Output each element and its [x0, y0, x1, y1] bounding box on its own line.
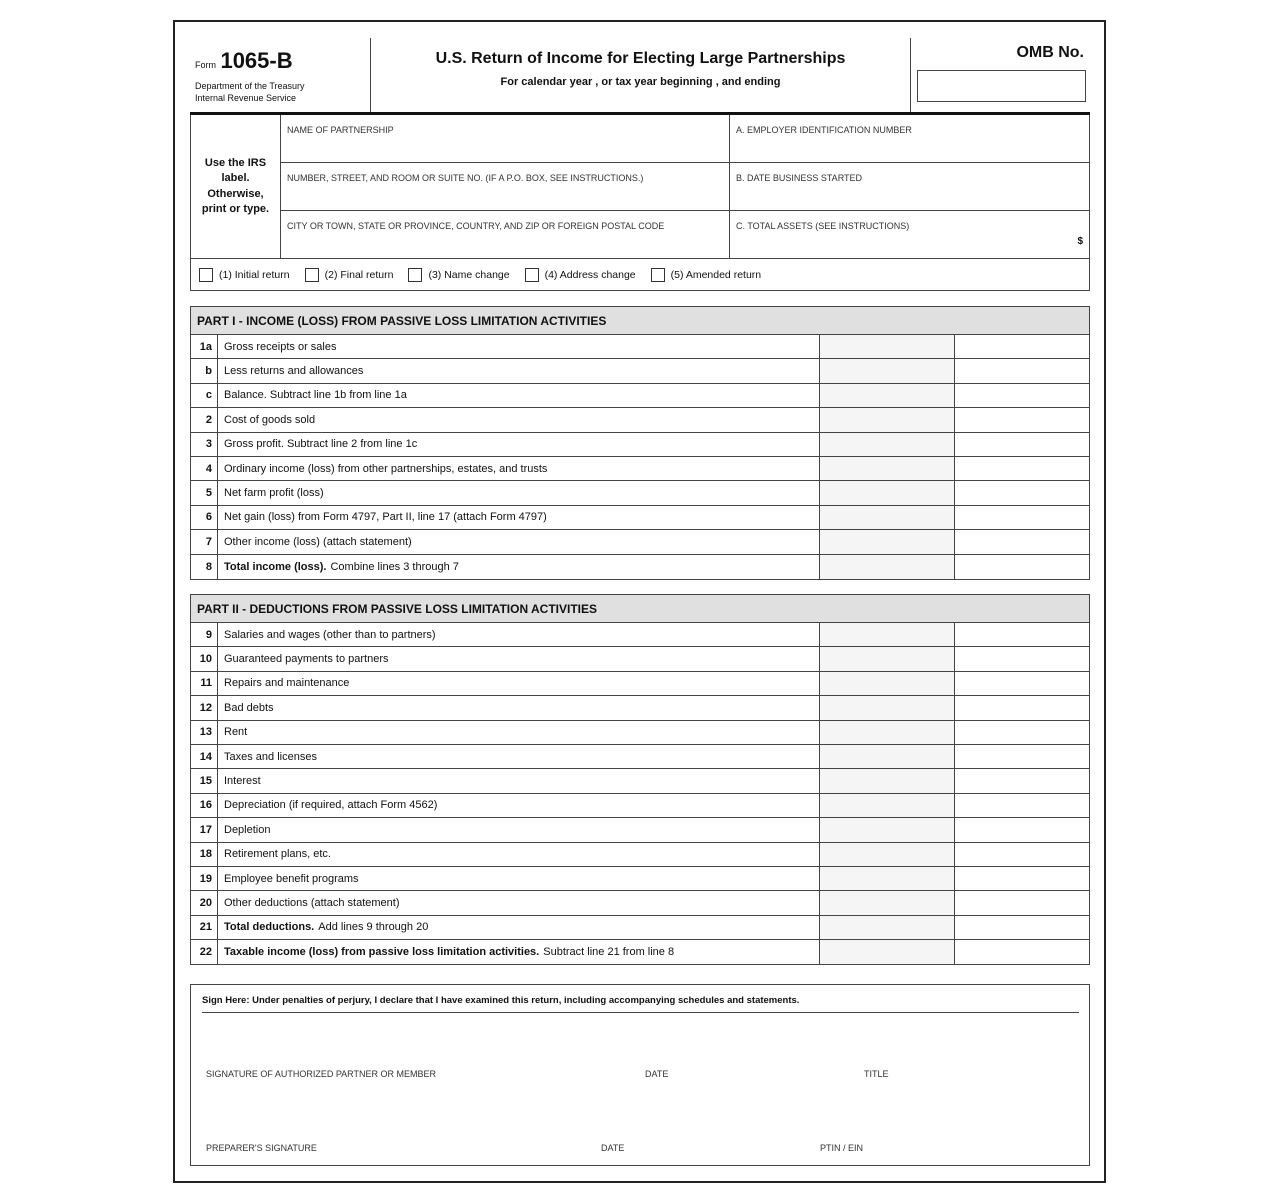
form-line	[191, 940, 1089, 964]
line-description	[218, 335, 820, 358]
form-number: 1065-B	[220, 48, 293, 73]
line-number: 19	[191, 867, 218, 890]
checkbox[interactable]	[525, 268, 539, 282]
line-description-text: Cost of goods sold	[224, 413, 316, 426]
line-description	[218, 359, 820, 382]
tax-form-page	[173, 20, 1106, 1183]
line-description	[218, 408, 820, 431]
omb-number-field[interactable]	[917, 70, 1086, 102]
line-description	[218, 384, 820, 407]
date-business-started-label: B. DATE BUSINESS STARTED	[736, 173, 863, 183]
checkbox[interactable]	[651, 268, 665, 282]
line-subamount-field[interactable]	[820, 530, 955, 553]
form-line	[191, 647, 1089, 671]
line-number: 14	[191, 745, 218, 768]
line-description	[218, 696, 820, 719]
part-1-lines	[191, 335, 1089, 579]
line-description-text: Gross profit. Subtract line 2 from line 1c	[224, 438, 418, 451]
department-text	[195, 80, 370, 104]
line-amount-field[interactable]	[955, 408, 1089, 431]
line-number: 5	[191, 481, 218, 504]
line-number: 16	[191, 794, 218, 817]
line-amount-field[interactable]	[955, 745, 1089, 768]
form-line	[191, 696, 1089, 720]
partnership-info-block	[190, 115, 1090, 259]
checkbox-label: (4) Address change	[544, 268, 636, 281]
line-description-text: Other deductions (attach statement)	[224, 896, 400, 909]
line-description-text: Salaries and wages (other than to partners)	[224, 628, 436, 641]
form-line	[191, 769, 1089, 793]
checkbox-label: (3) Name change	[428, 268, 510, 281]
ptin-ein-label: PTIN / EIN	[820, 1143, 864, 1153]
line-amount-field[interactable]	[955, 672, 1089, 695]
line-description-text: Other income (loss) (attach statement)	[224, 535, 412, 548]
line-description	[218, 843, 820, 866]
date-business-started-field[interactable]	[730, 163, 1089, 210]
line-subamount-field[interactable]	[820, 335, 955, 358]
form-line	[191, 506, 1089, 530]
line-subamount-field[interactable]	[820, 843, 955, 866]
line-description	[218, 916, 820, 939]
preparer-date-label: DATE	[601, 1143, 625, 1153]
line-amount-field[interactable]	[955, 481, 1089, 504]
form-line	[191, 481, 1089, 505]
return-type-checkboxes	[190, 258, 1090, 291]
line-number: 15	[191, 769, 218, 792]
line-amount-field[interactable]	[955, 647, 1089, 670]
line-amount-field[interactable]	[955, 457, 1089, 480]
form-line	[191, 745, 1089, 769]
line-number: 2	[191, 408, 218, 431]
form-line	[191, 359, 1089, 383]
line-amount-field[interactable]	[955, 769, 1089, 792]
line-subamount-field[interactable]	[820, 867, 955, 890]
line-number: 12	[191, 696, 218, 719]
line-description	[218, 433, 820, 456]
line-amount-field[interactable]	[955, 867, 1089, 890]
line-number: 3	[191, 433, 218, 456]
form-line	[191, 794, 1089, 818]
line-subamount-field[interactable]	[820, 940, 955, 964]
part-2-heading: PART II - DEDUCTIONS FROM PASSIVE LOSS LIMITATION ACTIVITIES	[191, 595, 1089, 623]
line-description-text: Retirement plans, etc.	[224, 848, 331, 861]
partner-signature-label: SIGNATURE OF AUTHORIZED PARTNER OR MEMBER	[206, 1069, 437, 1079]
line-description-text: Balance. Subtract line 1b from line 1a	[224, 389, 407, 402]
line-number: 13	[191, 721, 218, 744]
line-amount-field[interactable]	[955, 384, 1089, 407]
line-subamount-field[interactable]	[820, 672, 955, 695]
city-state-zip-field[interactable]	[281, 211, 730, 259]
line-description-text: Depreciation (if required, attach Form 4562)	[224, 799, 438, 812]
line-subamount-field[interactable]	[820, 696, 955, 719]
line-description-bold: Taxable income (loss) from passive loss limitation activities.	[224, 946, 540, 959]
line-number: 1a	[191, 335, 218, 358]
signer-title-label: TITLE	[864, 1069, 889, 1079]
form-header	[175, 22, 1104, 113]
line-number: 20	[191, 891, 218, 914]
checkbox[interactable]	[199, 268, 213, 282]
form-title: U.S. Return of Income for Electing Large Partnerships	[435, 50, 846, 67]
total-assets-field[interactable]	[730, 211, 1089, 259]
line-description	[218, 867, 820, 890]
line-number: 7	[191, 530, 218, 553]
ein-label: A. EMPLOYER IDENTIFICATION NUMBER	[736, 125, 912, 135]
line-number: 4	[191, 457, 218, 480]
line-description	[218, 623, 820, 646]
line-description	[218, 530, 820, 553]
line-description	[218, 769, 820, 792]
preparer-signature-label: PREPARER'S SIGNATURE	[206, 1143, 317, 1153]
line-subamount-field[interactable]	[820, 818, 955, 841]
line-amount-field[interactable]	[955, 721, 1089, 744]
line-description-text: Repairs and maintenance	[224, 677, 350, 690]
line-subamount-field[interactable]	[820, 433, 955, 456]
form-line	[191, 818, 1089, 842]
line-description-text: Guaranteed payments to partners	[224, 653, 389, 666]
form-line	[191, 530, 1089, 554]
line-description-text: Net farm profit (loss)	[224, 487, 324, 500]
line-description	[218, 891, 820, 914]
form-line	[191, 555, 1089, 579]
irs-label-instruction: Use the IRS label. Otherwise, print or type.	[191, 115, 281, 258]
form-line	[191, 457, 1089, 481]
checkbox[interactable]	[305, 268, 319, 282]
line-amount-field[interactable]	[955, 530, 1089, 553]
line-description	[218, 721, 820, 744]
line-description-text: Combine lines 3 through 7	[330, 560, 459, 573]
form-line	[191, 843, 1089, 867]
line-number: 6	[191, 506, 218, 529]
name-change-option[interactable]	[408, 268, 509, 282]
form-line	[191, 408, 1089, 432]
line-description	[218, 481, 820, 504]
line-subamount-field[interactable]	[820, 916, 955, 939]
line-number: 22	[191, 940, 218, 964]
line-subamount-field[interactable]	[820, 623, 955, 646]
line-subamount-field[interactable]	[820, 481, 955, 504]
part-1-income	[190, 306, 1090, 580]
line-description	[218, 940, 820, 964]
line-description	[218, 457, 820, 480]
form-line	[191, 384, 1089, 408]
line-amount-field[interactable]	[955, 623, 1089, 646]
line-description-bold: Total income (loss).	[224, 560, 327, 573]
omb-label: OMB No.	[1016, 44, 1084, 61]
omb-block	[911, 38, 1104, 113]
checkbox-label: (1) Initial return	[219, 268, 290, 281]
line-description	[218, 555, 820, 579]
line-amount-field[interactable]	[955, 940, 1089, 964]
line-number: 8	[191, 555, 218, 579]
line-description	[218, 506, 820, 529]
line-subamount-field[interactable]	[820, 457, 955, 480]
form-line	[191, 433, 1089, 457]
dollar-sign: $	[1077, 236, 1083, 247]
signature-date-label: DATE	[645, 1069, 669, 1079]
form-line	[191, 335, 1089, 359]
line-description	[218, 745, 820, 768]
form-subtitle: For calendar year , or tax year beginning , and ending	[500, 76, 781, 88]
form-line	[191, 623, 1089, 647]
final-return-option[interactable]	[305, 268, 394, 282]
address-row-1	[281, 115, 1089, 163]
signature-section	[190, 984, 1090, 1166]
signature-divider	[202, 1012, 1079, 1013]
city-state-zip-label: CITY OR TOWN, STATE OR PROVINCE, COUNTRY, AND ZIP OR FOREIGN POSTAL CODE	[287, 221, 665, 231]
line-number: b	[191, 359, 218, 382]
checkbox[interactable]	[408, 268, 422, 282]
line-number: 11	[191, 672, 218, 695]
line-description-bold: Total deductions.	[224, 921, 315, 934]
initial-return-option[interactable]	[199, 268, 290, 282]
dept-line-2: Internal Revenue Service	[195, 93, 297, 103]
form-line	[191, 891, 1089, 915]
line-description-text: Interest	[224, 775, 261, 788]
line-subamount-field[interactable]	[820, 891, 955, 914]
form-word: Form	[195, 60, 216, 70]
line-description	[218, 818, 820, 841]
part-2-deductions	[190, 594, 1090, 965]
form-line	[191, 672, 1089, 696]
line-subamount-field[interactable]	[820, 745, 955, 768]
dept-line-1: Department of the Treasury	[195, 81, 305, 91]
line-number: 21	[191, 916, 218, 939]
address-change-option[interactable]	[525, 268, 636, 282]
line-subamount-field[interactable]	[820, 359, 955, 382]
line-subamount-field[interactable]	[820, 721, 955, 744]
checkbox-label: (5) Amended return	[670, 268, 762, 281]
partnership-name-field[interactable]	[281, 115, 730, 162]
line-amount-field[interactable]	[955, 555, 1089, 579]
line-description	[218, 672, 820, 695]
line-subamount-field[interactable]	[820, 769, 955, 792]
line-description-text: Bad debts	[224, 701, 274, 714]
total-assets-label: C. TOTAL ASSETS (SEE INSTRUCTIONS)	[736, 221, 910, 231]
line-number: c	[191, 384, 218, 407]
address-row-3	[281, 211, 1089, 259]
line-amount-field[interactable]	[955, 696, 1089, 719]
line-amount-field[interactable]	[955, 818, 1089, 841]
line-subamount-field[interactable]	[820, 408, 955, 431]
line-description-text: Subtract line 21 from line 8	[543, 946, 675, 959]
line-subamount-field[interactable]	[820, 794, 955, 817]
ein-field[interactable]	[730, 115, 1089, 162]
line-amount-field[interactable]	[955, 843, 1089, 866]
line-description-text: Net gain (loss) from Form 4797, Part II, line 17 (attach Form 4797)	[224, 511, 547, 524]
line-amount-field[interactable]	[955, 916, 1089, 939]
line-description-text: Rent	[224, 726, 248, 739]
line-description	[218, 794, 820, 817]
line-number: 10	[191, 647, 218, 670]
line-subamount-field[interactable]	[820, 506, 955, 529]
form-line	[191, 916, 1089, 940]
line-description-text: Gross receipts or sales	[224, 340, 337, 353]
address-row-2	[281, 163, 1089, 211]
line-description	[218, 647, 820, 670]
perjury-declaration: Sign Here: Under penalties of perjury, I declare that I have examined this return, including accompanying schedules and statements.	[202, 995, 800, 1006]
line-description-text: Ordinary income (loss) from other partnerships, estates, and trusts	[224, 462, 548, 475]
line-number: 9	[191, 623, 218, 646]
line-description-text: Taxes and licenses	[224, 750, 317, 763]
line-number: 18	[191, 843, 218, 866]
partnership-name-label: NAME OF PARTNERSHIP	[287, 125, 394, 135]
line-description-text: Depletion	[224, 823, 271, 836]
line-amount-field[interactable]	[955, 794, 1089, 817]
line-number: 17	[191, 818, 218, 841]
form-id-block	[175, 38, 371, 113]
line-amount-field[interactable]	[955, 359, 1089, 382]
part-1-heading: PART I - INCOME (LOSS) FROM PASSIVE LOSS LIMITATION ACTIVITIES	[191, 307, 1089, 335]
line-amount-field[interactable]	[955, 506, 1089, 529]
part-2-lines	[191, 623, 1089, 964]
line-description-text: Less returns and allowances	[224, 365, 364, 378]
line-description-text: Add lines 9 through 20	[318, 921, 429, 934]
line-subamount-field[interactable]	[820, 384, 955, 407]
line-subamount-field[interactable]	[820, 647, 955, 670]
line-description-text: Employee benefit programs	[224, 872, 359, 885]
street-address-label: NUMBER, STREET, AND ROOM OR SUITE NO. (IF A P.O. BOX, SEE INSTRUCTIONS.)	[287, 173, 644, 183]
form-title-block	[371, 38, 911, 113]
line-amount-field[interactable]	[955, 335, 1089, 358]
form-line	[191, 867, 1089, 891]
form-line	[191, 721, 1089, 745]
amended-return-option[interactable]	[651, 268, 761, 282]
street-address-field[interactable]	[281, 163, 730, 210]
checkbox-label: (2) Final return	[324, 268, 394, 281]
line-amount-field[interactable]	[955, 433, 1089, 456]
line-subamount-field[interactable]	[820, 555, 955, 579]
line-amount-field[interactable]	[955, 891, 1089, 914]
